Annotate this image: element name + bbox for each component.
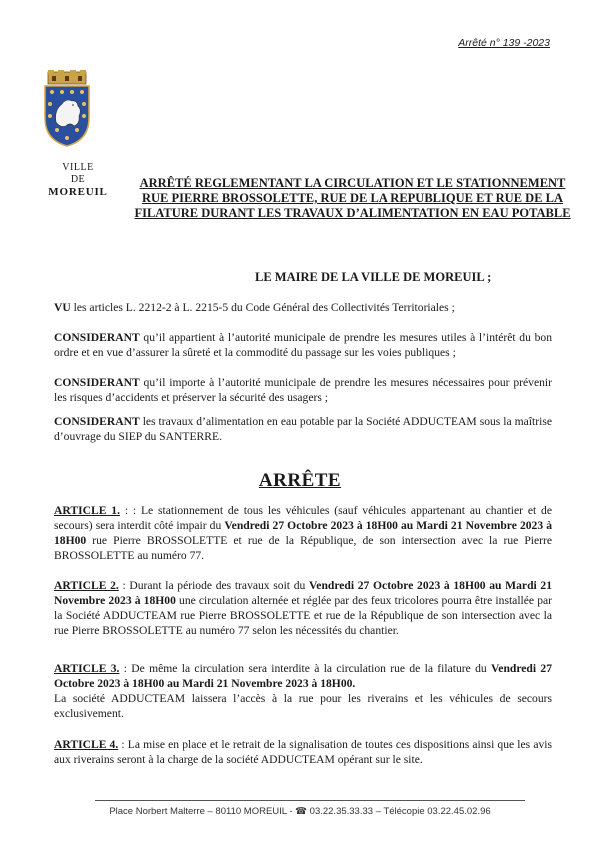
phone-icon: ☎ bbox=[295, 806, 308, 817]
article-dates: Vendredi 27 Octobre 2023 à 18H00 au Mardi 21 Novembre 2023 à 18H00 bbox=[54, 519, 553, 547]
considerant-label: CONSIDERANT bbox=[54, 331, 140, 344]
article-label: ARTICLE 2. bbox=[54, 579, 119, 592]
arrete-heading: ARRÊTE bbox=[258, 470, 342, 491]
considerant-label: CONSIDERANT bbox=[54, 415, 140, 428]
article-text: : La mise en place et le retrait de la signalisation de toutes ces dispositions ainsi que les avis aux riverains seront à la charge de la société ADDUCTEAM opérant sur le site. bbox=[54, 738, 553, 766]
considerant-paragraph bbox=[54, 375, 552, 405]
article-3 bbox=[54, 661, 552, 721]
article-label: ARTICLE 1. bbox=[54, 504, 120, 517]
footer-phone: 03.22.35.33.33 – Télécopie 03.22.45.02.96 bbox=[309, 806, 491, 817]
considerant-label: CONSIDERANT bbox=[54, 376, 140, 389]
article-dates: Vendredi 27 Octobre 2023 à 18H00 au Mardi 21 Novembre 2023 à 18H00 bbox=[54, 579, 553, 607]
article-text: rue Pierre BROSSOLETTE et rue de la République, de son intersection avec la rue Pierre BROSSOLETTE au numéro 77. bbox=[54, 534, 552, 562]
vu-paragraph bbox=[54, 300, 552, 315]
article-text: une circulation alternée et réglée par des feux tricolores pourra être installée par la Société ADDUCTEAM rue Pierre BROSSOLETTE et rue de la République de son intersection avec la rue Pierre BROSSOLETTE au numéro 77 selon les nécessités du chantier. bbox=[54, 594, 552, 637]
article-text: : De même la circulation sera interdite à la circulation rue de la filature du bbox=[119, 662, 491, 675]
article-label: ARTICLE 3. bbox=[54, 662, 120, 675]
article-1 bbox=[54, 503, 552, 563]
town-name: MOREUIL bbox=[48, 186, 108, 198]
footer-address: Place Norbert Malterre – 80110 MOREUIL - bbox=[109, 806, 293, 817]
article-text: La société ADDUCTEAM laissera l’accès à la rue pour les riverains et les véhicules de secours exclusivement. bbox=[54, 692, 552, 720]
considerant-text: les travaux d’alimentation en eau potable par la Société ADDUCTEAM sous la maîtrise d’ouvrage du SIEP du SANTERRE. bbox=[54, 415, 552, 443]
article-text: : Durant la période des travaux soit du bbox=[118, 579, 309, 592]
article-4 bbox=[54, 737, 552, 767]
considerant-text: qu’il importe à l’autorité municipale de prendre les mesures nécessaires pour prévenir les risques d’accidents et préserver la sécurité des usagers ; bbox=[54, 376, 552, 404]
arrete-reference: Arrêté n° 139 -2023 bbox=[458, 37, 550, 49]
considerant-paragraph bbox=[54, 414, 552, 444]
ville-de-label: DE bbox=[70, 174, 86, 185]
article-label: ARTICLE 4. bbox=[54, 738, 119, 751]
document-title: ARRÊTÉ REGLEMENTANT LA CIRCULATION ET LE STATIONNEMENT RUE PIERRE BROSSOLETTE, RUE DE LA REPUBLIQUE ET RUE DE LA FILATURE DURANT LES TRAVAUX D’ALIMENTATION EN EAU POTABLE bbox=[134, 176, 571, 220]
ville-label: VILLE bbox=[62, 162, 94, 173]
article-dates: Vendredi 27 Octobre 2023 à 18H00 au Mardi 21 Novembre 2023 à 18H00. bbox=[54, 662, 553, 690]
coat-of-arms-logo bbox=[42, 70, 92, 148]
footer-divider bbox=[95, 800, 525, 801]
considerant-text: qu’il appartient à l’autorité municipale de prendre les mesures utiles à l’intérêt du bon ordre et en vue d’assurer la sûreté et la commodité du passage sur les voies publiques ; bbox=[54, 331, 552, 359]
maire-heading: LE MAIRE DE LA VILLE DE MOREUIL ; bbox=[255, 270, 492, 284]
footer bbox=[0, 806, 600, 817]
vu-text: les articles L. 2212-2 à L. 2215-5 du Code Général des Collectivités Territoriales ; bbox=[73, 301, 455, 314]
considerant-paragraph bbox=[54, 330, 552, 360]
article-text: : : Le stationnement de tous les véhicules (sauf véhicules appartenant au chantier et de secours) sera interdit côté impair du bbox=[54, 504, 552, 532]
article-2 bbox=[54, 578, 552, 638]
vu-label: VU bbox=[54, 301, 71, 314]
